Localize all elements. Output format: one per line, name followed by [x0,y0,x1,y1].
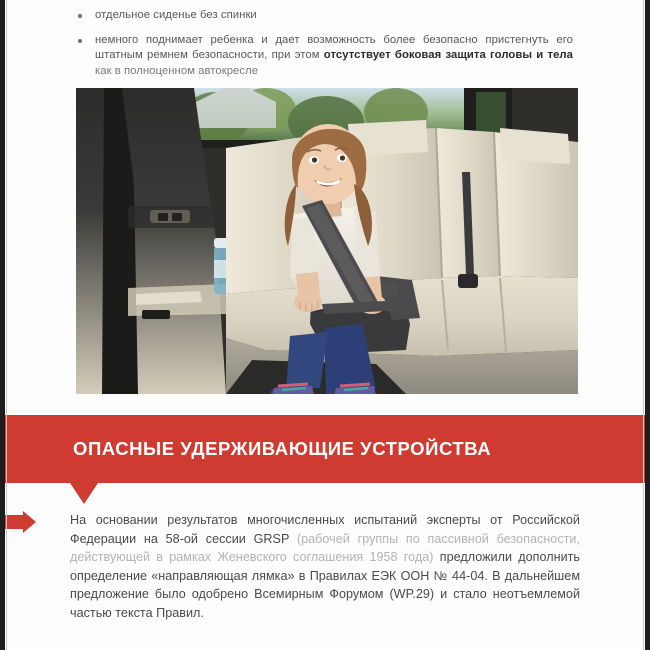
bullet-dot-icon [78,39,82,43]
bullet-2-lead: немного поднимает ребенка и дает возможность более безопасно пристегнуть его штатным ремнем безопасности, при этом [95,33,573,61]
list-item [78,33,573,80]
body-paragraph [70,511,580,623]
page-gutter-hairline-right [643,0,644,650]
bullet-1-body: отдельное сиденье без спинки [95,9,257,21]
red-arrow-marker-icon [5,511,36,533]
section-banner-title: ОПАСНЫЕ УДЕРЖИВАЮЩИЕ УСТРОЙСТВА [73,438,492,459]
section-banner [5,415,645,483]
car-interior-illustration [76,88,578,394]
page-gutter-left [0,0,5,650]
page-gutter-hairline-left [6,0,7,650]
bullet-2-emphasis: отсутствует боковая защита головы и тела [323,49,573,61]
page-gutter-right [645,0,650,650]
bullet-2-tail: как в полноценном автокресле [95,64,259,77]
section-banner-notch-icon [70,483,98,504]
bullet-item-1-text [95,8,573,24]
paragraph-part-2: предложили дополнить определение «направляющая лямка» в Правилах ЕЭК ООН № 44-04. В дальнейшем предложение было одобрено Всемирным Форумом (WP.29) и стало неотъемлемой частью текста Правил. [70,550,580,620]
paragraph-parenthetical: (рабочей группы по пассивной безопасности, действующей в рамках Женевского соглашения 1958 года) [70,531,580,565]
paragraph-part-1: На основании результатов многочисленных испытаний эксперты от Российской Федерации на 58-ой сессии GRSP [70,513,580,546]
bullet-dot-icon [78,14,82,18]
bullet-list [78,8,573,88]
bullet-item-2-text [95,33,573,80]
car-interior-photo [76,88,578,394]
list-item [78,8,573,24]
